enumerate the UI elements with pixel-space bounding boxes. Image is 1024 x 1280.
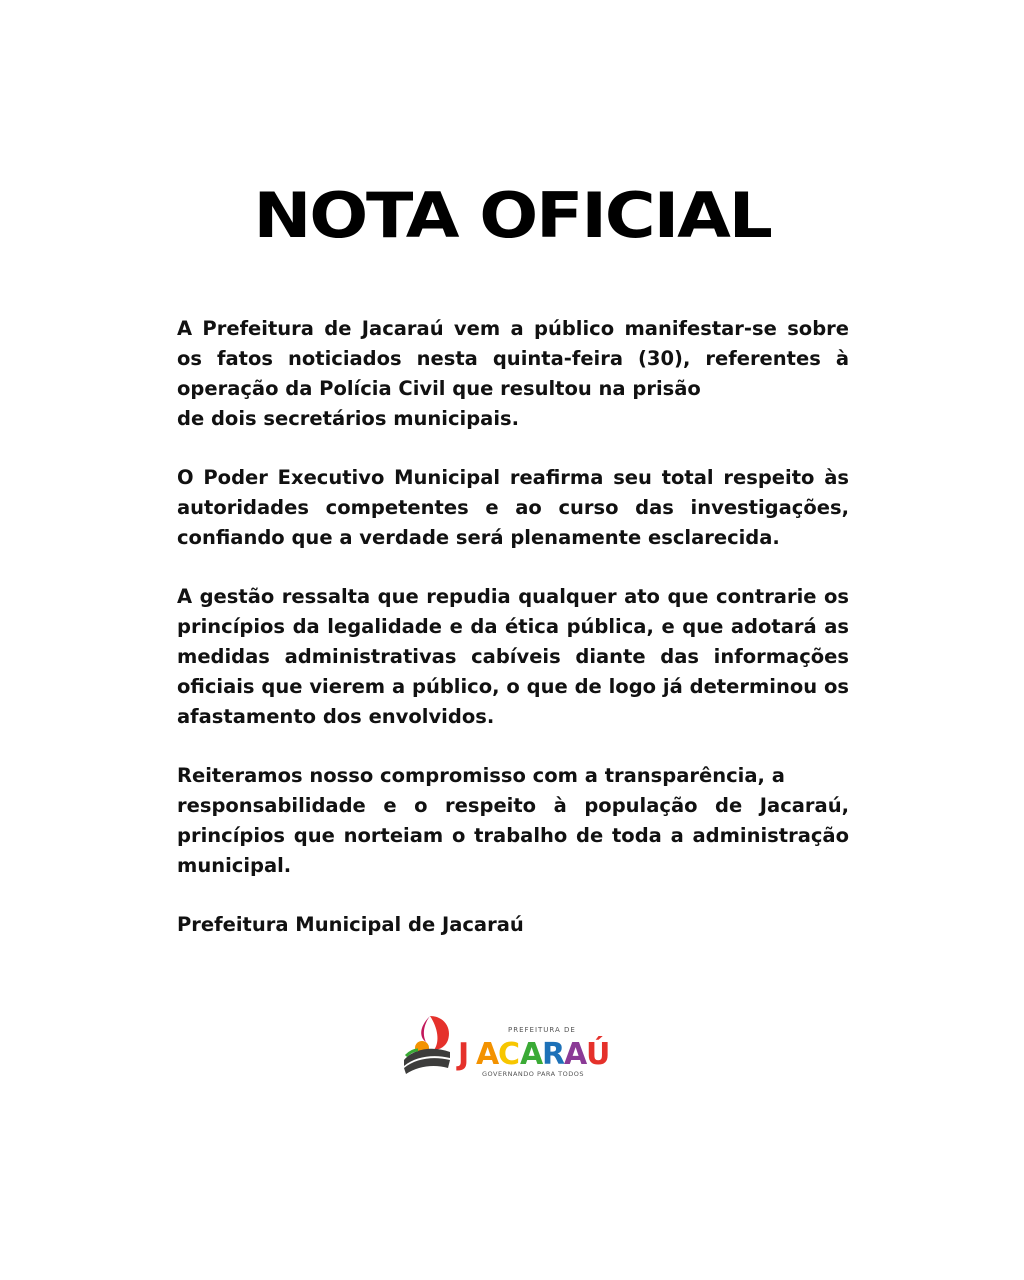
paragraph-line: operação da Polícia Civil que resultou na prisão — [177, 377, 701, 400]
paragraph-line: A gestão ressalta que repudia qualquer ato que contrarie os — [177, 585, 849, 608]
svg-text:A: A — [476, 1037, 500, 1072]
paragraph-line: oficiais que vierem a público, o que de logo já determinou os — [177, 675, 849, 698]
paragraph-1 — [177, 314, 849, 434]
paragraph-line: de dois secretários municipais. — [177, 407, 520, 430]
logo-wordmark — [456, 1035, 610, 1072]
svg-text:R: R — [542, 1037, 566, 1072]
svg-text:A: A — [520, 1037, 544, 1072]
paragraph-line: A Prefeitura de Jacaraú vem a público manifestar-se sobre — [177, 317, 849, 340]
paragraph-line: princípios que norteiam o trabalho de toda a administração — [177, 824, 849, 847]
svg-text:J: J — [458, 1037, 470, 1072]
paragraph-line: medidas administrativas cabíveis diante das informações — [177, 645, 849, 668]
page-title: NOTA OFICIAL — [253, 179, 771, 252]
svg-text:A: A — [564, 1037, 588, 1072]
paragraph-4 — [177, 761, 849, 881]
paragraph-line: Reiteramos nosso compromisso com a transparência, a — [177, 764, 785, 787]
signature: Prefeitura Municipal de Jacaraú — [177, 913, 524, 936]
paragraph-line: confiando que a verdade será plenamente esclarecida. — [177, 526, 780, 549]
svg-text:Ú: Ú — [586, 1037, 611, 1072]
paragraph-2 — [177, 463, 849, 553]
paragraph-line: municipal. — [177, 854, 292, 877]
paragraph-line: responsabilidade e o respeito à população de Jacaraú, — [177, 794, 849, 817]
prefeitura-logo — [400, 1010, 630, 1080]
notice-body — [177, 314, 849, 940]
paragraph-line: autoridades competentes e ao curso das investigações, — [177, 496, 849, 519]
svg-text:C: C — [498, 1037, 521, 1072]
logo-top-text: PREFEITURA DE — [508, 1026, 576, 1034]
logo-tagline: GOVERNANDO PARA TODOS — [482, 1070, 585, 1078]
paragraph-line: os fatos noticiados nesta quinta-feira (30), referentes à — [177, 347, 849, 370]
paragraph-3 — [177, 582, 849, 732]
paragraph-line: O Poder Executivo Municipal reafirma seu total respeito às — [177, 466, 849, 489]
paragraph-line: afastamento dos envolvidos. — [177, 705, 495, 728]
emblem-icon — [404, 1016, 450, 1074]
paragraph-line: princípios da legalidade e da ética pública, e que adotará as — [177, 615, 849, 638]
